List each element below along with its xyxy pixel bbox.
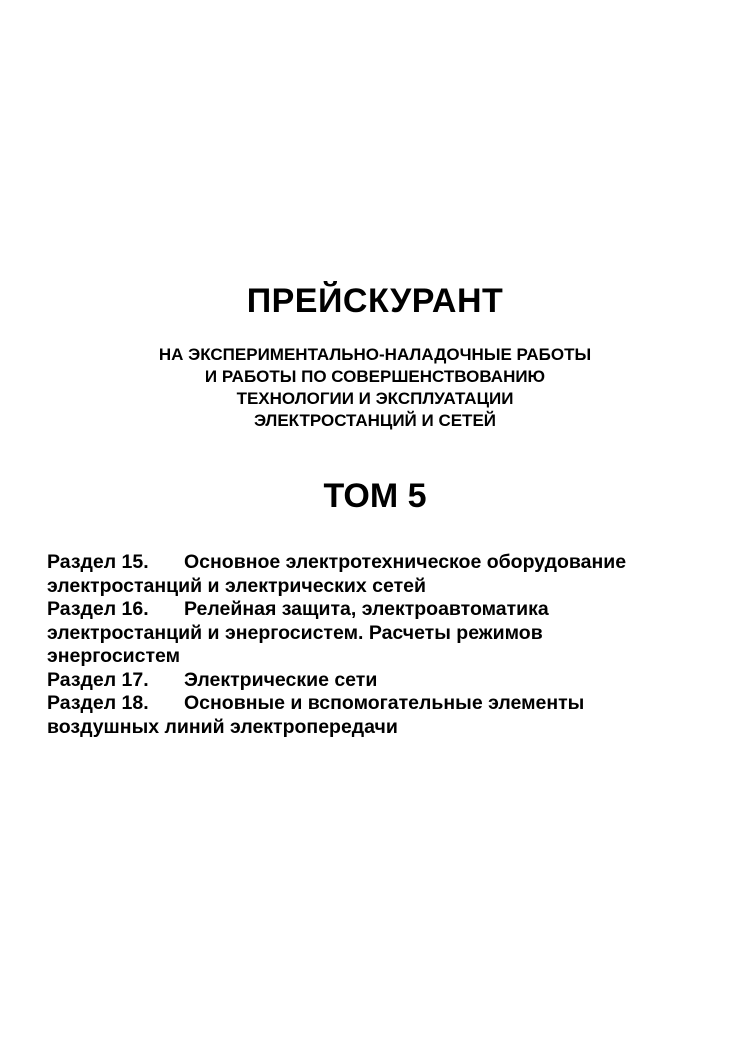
section-line xyxy=(47,598,737,622)
section-line xyxy=(47,692,737,716)
section-17 xyxy=(47,669,737,693)
section-16 xyxy=(47,598,737,669)
volume-heading: ТОМ 5 xyxy=(323,477,427,515)
section-line xyxy=(47,551,737,575)
section-title: Релейная защита, электроавтоматика xyxy=(184,598,549,620)
section-title: Основные и вспомогательные элементы xyxy=(184,692,585,714)
section-line: воздушных линий электропередачи xyxy=(47,715,398,738)
subtitle-line: И РАБОТЫ ПО СОВЕРШЕНСТВОВАНИЮ xyxy=(204,367,546,386)
sections-list xyxy=(47,551,737,739)
section-title: Электрические сети xyxy=(184,668,378,691)
section-number: Раздел 15. xyxy=(47,551,149,573)
document-subtitle xyxy=(0,344,750,432)
subtitle-line: ЭЛЕКТРОСТАНЦИЙ И СЕТЕЙ xyxy=(253,411,497,430)
section-number: Раздел 16. xyxy=(47,598,149,620)
section-line xyxy=(47,669,737,693)
section-number: Раздел 17. xyxy=(47,668,149,691)
section-18 xyxy=(47,692,737,739)
subtitle-line: НА ЭКСПЕРИМЕНТАЛЬНО-НАЛАДОЧНЫЕ РАБОТЫ xyxy=(158,345,592,364)
section-15 xyxy=(47,551,737,598)
subtitle-line: ТЕХНОЛОГИИ И ЭКСПЛУАТАЦИИ xyxy=(236,389,514,408)
section-number: Раздел 18. xyxy=(47,692,149,714)
document-title: ПРЕЙСКУРАНТ xyxy=(246,282,504,320)
section-line: энергосистем xyxy=(47,645,181,667)
section-line: электростанций и энергосистем. Расчеты режимов xyxy=(47,621,543,644)
section-line: электростанций и электрических сетей xyxy=(47,574,426,597)
section-title: Основное электротехническое оборудование xyxy=(184,551,627,573)
